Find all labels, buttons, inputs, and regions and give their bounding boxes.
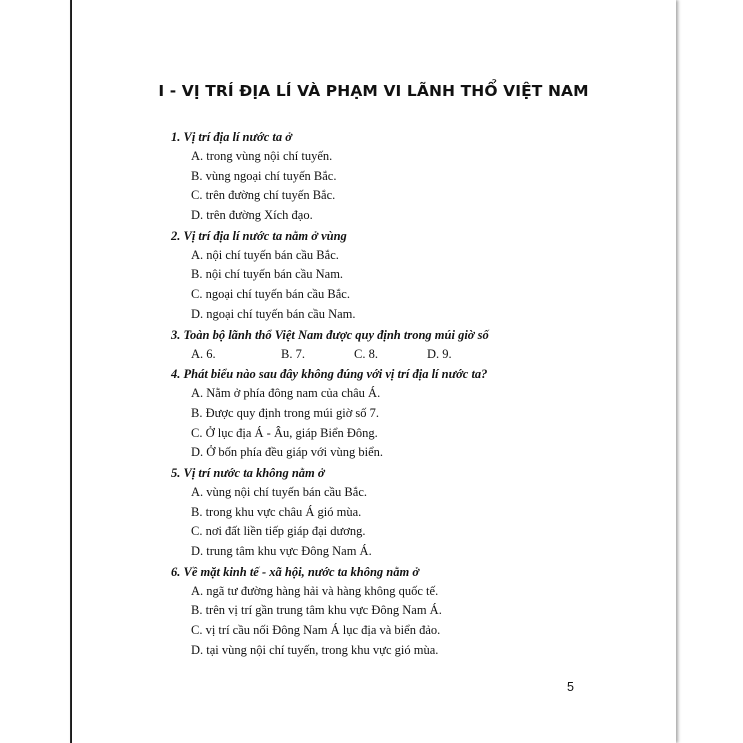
question-stem: 1. Vị trí địa lí nước ta ở: [171, 130, 292, 144]
question-stem: 2. Vị trí địa lí nước ta nằm ở vùng: [171, 228, 347, 243]
option-b: B. 7.: [281, 346, 305, 361]
option-d: D. trung tâm khu vực Đông Nam Á.: [191, 544, 372, 558]
question-4: [171, 364, 631, 463]
question-3: [171, 325, 631, 365]
question-stem: 6. Về mặt kinh tế - xã hội, nước ta không nằm ở: [171, 564, 420, 579]
option-c: C. vị trí cầu nối Đông Nam Á lục địa và biển đảo.: [191, 623, 441, 638]
option-d: D. trên đường Xích đạo.: [191, 208, 313, 223]
section-title: I - VỊ TRÍ ĐỊA LÍ VÀ PHẠM VI LÃNH THỔ VIỆT NAM: [158, 82, 589, 100]
option-a: A. 6.: [191, 346, 216, 361]
page-number: 5: [567, 680, 574, 694]
question-stem: 3. Toàn bộ lãnh thổ Việt Nam được quy định trong múi giờ số: [171, 327, 489, 342]
option-a: A. nội chí tuyến bán cầu Bắc.: [191, 247, 339, 262]
option-a: A. Nằm ở phía đông nam của châu Á.: [191, 386, 381, 401]
option-b: B. nội chí tuyến bán cầu Nam.: [191, 267, 344, 282]
option-d: D. 9.: [427, 346, 452, 361]
page-left-edge: [71, 0, 72, 743]
option-d: D. tại vùng nội chí tuyến, trong khu vực gió mùa.: [191, 642, 439, 657]
question-stem: 5. Vị trí nước ta không nằm ở: [171, 465, 325, 480]
question-5: [171, 463, 631, 562]
option-b: B. trong khu vực châu Á gió mùa.: [191, 504, 362, 519]
question-2: [171, 226, 631, 325]
option-c: C. ngoại chí tuyến bán cầu Bắc.: [191, 287, 350, 302]
option-a: A. ngã tư đường hàng hải và hàng không quốc tế.: [191, 583, 439, 598]
option-c: C. nơi đất liền tiếp giáp đại dương.: [191, 524, 366, 539]
question-6: [171, 562, 631, 661]
option-a: A. trong vùng nội chí tuyến.: [191, 149, 333, 163]
option-c: C. 8.: [354, 346, 378, 361]
option-d: D. ngoại chí tuyến bán cầu Nam.: [191, 306, 356, 321]
option-b: B. vùng ngoại chí tuyến Bắc.: [191, 168, 337, 183]
question-stem: 4. Phát biểu nào sau đây không đúng với vị trí địa lí nước ta?: [171, 367, 488, 382]
option-b: B. Được quy định trong múi giờ số 7.: [191, 405, 380, 420]
document-page: [70, 0, 676, 743]
option-b: B. trên vị trí gần trung tâm khu vực Đông Nam Á.: [191, 603, 442, 618]
question-list: [171, 127, 631, 660]
option-d: D. Ở bốn phía đều giáp với vùng biển.: [191, 445, 383, 460]
option-a: A. vùng nội chí tuyến bán cầu Bắc.: [191, 484, 367, 499]
question-1: [171, 127, 631, 226]
option-c: C. Ở lục địa Á - Âu, giáp Biển Đông.: [191, 425, 378, 440]
inline-options: [171, 345, 631, 365]
option-c: C. trên đường chí tuyến Bắc.: [191, 188, 336, 203]
